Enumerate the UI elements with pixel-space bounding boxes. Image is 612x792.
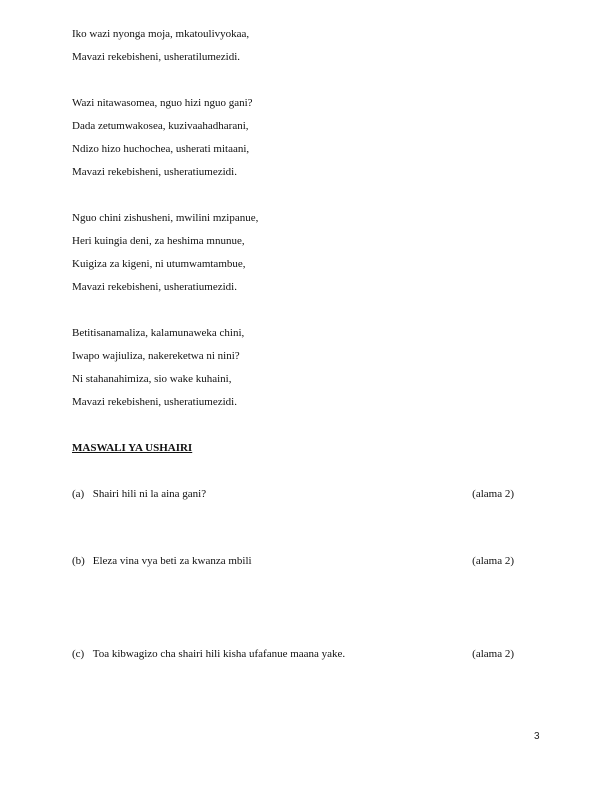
question-label: (b) [72,555,85,567]
poem-line: Dada zetumwakosea, kuzivaahadharani, [72,120,249,132]
question-marks: (alama 2) [472,488,514,500]
question-label: (c) [72,648,85,660]
poem-line: Ndizo hizo huchochea, usherati mitaani, [72,143,250,155]
question-marks: (alama 2) [472,555,514,567]
question-b [72,554,514,568]
poem-line: Wazi nitawasomea, nguo hizi nguo gani? [72,97,253,109]
poem-line: Mavazi rekebisheni, usheratiumezidi. [72,396,237,408]
question-c [72,647,514,661]
question-marks: (alama 2) [472,648,514,660]
poem-line: Mavazi rekebisheni, usheratilumezidi. [72,51,240,63]
poem-line: Iwapo wajiuliza, nakereketwa ni nini? [72,350,240,362]
question-label: (a) [72,488,85,500]
poem-line: Ni stahanahimiza, sio wake kuhaini, [72,373,232,385]
poem-line: Mavazi rekebisheni, usheratiumezidi. [72,166,237,178]
poem-line: Betitisanamaliza, kalamunaweka chini, [72,327,245,339]
page-number: 3 [534,731,540,742]
poem-line: Nguo chini zishusheni, mwilini mzipanue, [72,212,259,224]
section-heading: MASWALI YA USHAIRI [72,442,193,454]
poem-line: Heri kuingia deni, za heshima mnunue, [72,235,245,247]
question-a [72,487,514,501]
question-text: Shairi hili ni la aina gani? [92,488,207,500]
question-text: Toa kibwagizo cha shairi hili kisha ufafanue maana yake. [92,648,346,660]
poem-line: Iko wazi nyonga moja, mkatoulivyokaa, [72,28,250,40]
poem-line: Kuigiza za kigeni, ni utumwamtambue, [72,258,246,270]
question-text: Eleza vina vya beti za kwanza mbili [92,555,252,567]
poem-line: Mavazi rekebisheni, usheratiumezidi. [72,281,237,293]
